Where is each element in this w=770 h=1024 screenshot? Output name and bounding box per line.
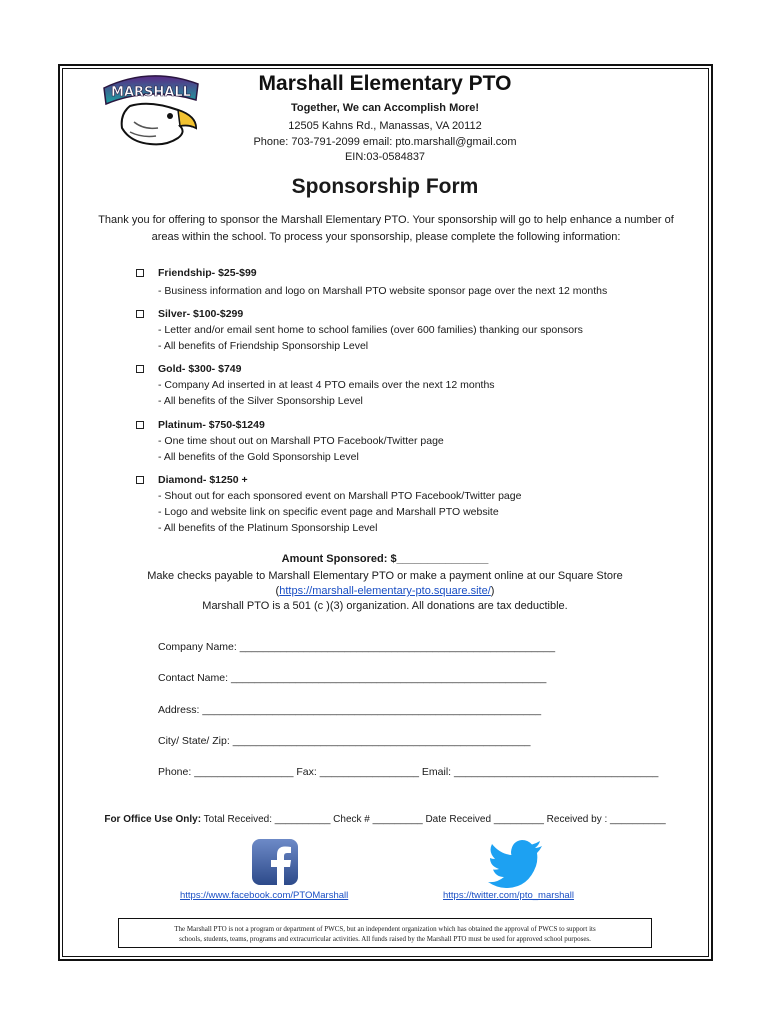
twitter-icon[interactable]: [488, 840, 544, 888]
tier-benefit: - All benefits of the Platinum Sponsorship Level: [158, 522, 378, 534]
ein-line: EIN:03-0584837: [344, 151, 426, 163]
tier-name: Diamond- $1250 +: [158, 474, 248, 486]
tagline: Together, We can Accomplish More!: [290, 102, 480, 114]
payable-note: Make checks payable to Marshall Elementary PTO or make a payment online at our Square Store: [147, 570, 623, 582]
tier-benefit: - One time shout out on Marshall PTO Facebook/Twitter page: [158, 435, 444, 447]
tier-benefit: - Business information and logo on Marshall PTO website sponsor page over the next 12 months: [158, 285, 608, 297]
amount-sponsored-field[interactable]: Amount Sponsored: $_______________: [281, 553, 489, 565]
twitter-link[interactable]: https://twitter.com/pto_marshall: [443, 890, 574, 901]
tier-checkbox[interactable]: [136, 269, 144, 277]
city-state-zip-field[interactable]: City/ State/ Zip: ___________________________________________________: [158, 735, 531, 747]
facebook-link[interactable]: https://www.facebook.com/PTOMarshall: [180, 890, 349, 901]
contact-name-field[interactable]: Contact Name: ______________________________________________________: [158, 672, 547, 684]
phone-fax-email-field[interactable]: Phone: _________________ Fax: _________________ Email: ___________________________________: [158, 766, 659, 778]
tier-benefit: - All benefits of the Silver Sponsorship Level: [158, 395, 363, 407]
address-line: 12505 Kahns Rd., Manassas, VA 20112: [288, 120, 482, 132]
tier-name: Friendship- $25-$99: [158, 267, 257, 279]
address-field[interactable]: Address: __________________________________________________________: [158, 704, 542, 716]
tier-benefit: - Letter and/or email sent home to school families (over 600 families) thanking our sponsors: [158, 324, 583, 336]
company-name-field[interactable]: Company Name: ______________________________________________________: [158, 641, 556, 653]
tier-benefit: - Company Ad inserted in at least 4 PTO emails over the next 12 months: [158, 379, 495, 391]
tier-checkbox[interactable]: [136, 476, 144, 484]
tier-benefit: - All benefits of the Gold Sponsorship Level: [158, 451, 359, 463]
tier-checkbox[interactable]: [136, 365, 144, 373]
office-use-line: For Office Use Only: Total Received: __________ Check # _________ Date Received _________ Received by : __________: [104, 814, 666, 825]
office-use-label: For Office Use Only:: [104, 814, 202, 825]
contact-line: Phone: 703-791-2099 email: pto.marshall@gmail.com: [253, 136, 517, 148]
tier-benefit: - All benefits of Friendship Sponsorship Level: [158, 340, 369, 352]
svg-text:MARSHALL: MARSHALL: [111, 85, 191, 100]
square-store-line: (https://marshall-elementary-pto.square.site/): [275, 585, 495, 597]
tier-name: Silver- $100-$299: [158, 308, 244, 320]
tier-checkbox[interactable]: [136, 421, 144, 429]
tax-info: Marshall PTO is a 501 (c )(3) organization. All donations are tax deductible.: [202, 600, 568, 612]
facebook-icon[interactable]: [251, 838, 299, 886]
tier-name: Platinum- $750-$1249: [158, 419, 265, 431]
org-title: Marshall Elementary PTO: [258, 72, 512, 95]
tier-benefit: - Shout out for each sponsored event on Marshall PTO Facebook/Twitter page: [158, 490, 522, 502]
form-title: Sponsorship Form: [291, 175, 479, 198]
square-store-link[interactable]: https://marshall-elementary-pto.square.site/: [279, 585, 491, 597]
tier-benefit: - Logo and website link on specific event page and Marshall PTO website: [158, 506, 499, 518]
tier-checkbox[interactable]: [136, 310, 144, 318]
intro-paragraph: Thank you for offering to sponsor the Marshall Elementary PTO. Your sponsorship will go to help enhance a number of areas within the school. To process your sponsorship, please complete the following information:: [98, 214, 674, 243]
tier-name: Gold- $300- $749: [158, 363, 242, 375]
disclaimer-box: The Marshall PTO is not a program or department of PWCS, but an independent organization which has obtained the approval of PWCS to support its schools, students, teams, programs and extracurricular activities. All funds raised by the Marshall PTO must be used for approved school purposes.: [118, 918, 652, 948]
